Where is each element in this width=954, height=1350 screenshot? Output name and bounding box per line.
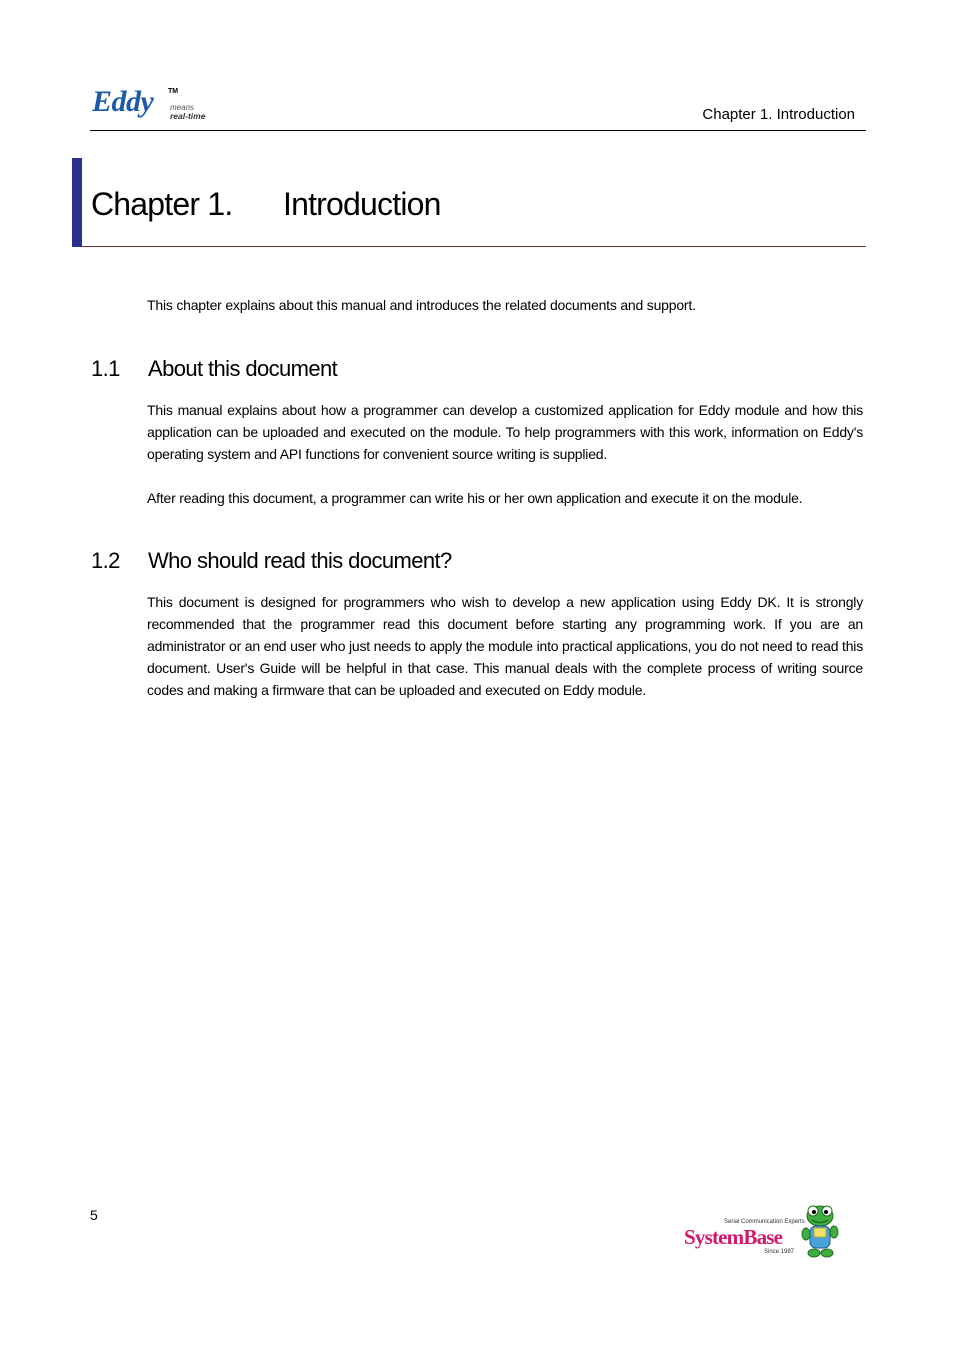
section-number: 1.1 <box>91 356 120 381</box>
eddy-logo-means: means <box>170 103 195 112</box>
chapter-number: Chapter 1. <box>91 186 233 222</box>
eddy-logo-word: Eddy <box>92 85 154 118</box>
chapter-rule <box>82 246 866 247</box>
body-paragraph: After reading this document, a programmer can write his or her own application and execute it on the module. <box>147 490 803 506</box>
frog-mascot-icon <box>800 1202 840 1262</box>
eddy-logo-tm: TM <box>168 88 179 95</box>
running-header-title: Chapter 1. Introduction <box>702 106 855 123</box>
body-paragraph: This manual explains about how a programmer can develop a customized application for Eddy module and how this application can be uploaded and executed on the module. To help programmers with this work, information on Eddy's operating system and API functions for convenient source writing is supplied. <box>147 402 863 462</box>
systembase-logo <box>684 1202 840 1262</box>
systembase-tagline: Serial Communication Experts <box>724 1219 805 1225</box>
section-title: About this document <box>148 356 338 381</box>
section-number: 1.2 <box>91 548 120 573</box>
eddy-logo-realtime: real-time <box>170 111 206 121</box>
chapter-title: Introduction <box>283 186 441 222</box>
section-heading-audience <box>91 547 452 575</box>
systembase-since: Since 1987 <box>764 1249 795 1255</box>
section-heading-about <box>91 355 338 383</box>
section-title: Who should read this document? <box>148 548 452 573</box>
chapter-accent-bar <box>72 158 82 247</box>
body-paragraph: This document is designed for programmers who wish to develop a new application using Eddy DK. It is strongly recommended that the programmer read this document before starting any programming work. If you are an administrator or an end user who just needs to apply the module into practical applications, you do not need to read this document. User's Guide will be helpful in that case. This manual deals with the complete process of writing source codes and making a firmware that can be uploaded and executed on Eddy module. <box>147 594 863 698</box>
intro-paragraph: This chapter explains about this manual and introduces the related documents and support. <box>147 297 696 313</box>
systembase-brand: SystemBase <box>684 1225 783 1249</box>
eddy-logo <box>92 86 222 126</box>
header-rule <box>90 130 866 131</box>
page-number: 5 <box>90 1207 98 1223</box>
chapter-heading <box>91 184 441 224</box>
